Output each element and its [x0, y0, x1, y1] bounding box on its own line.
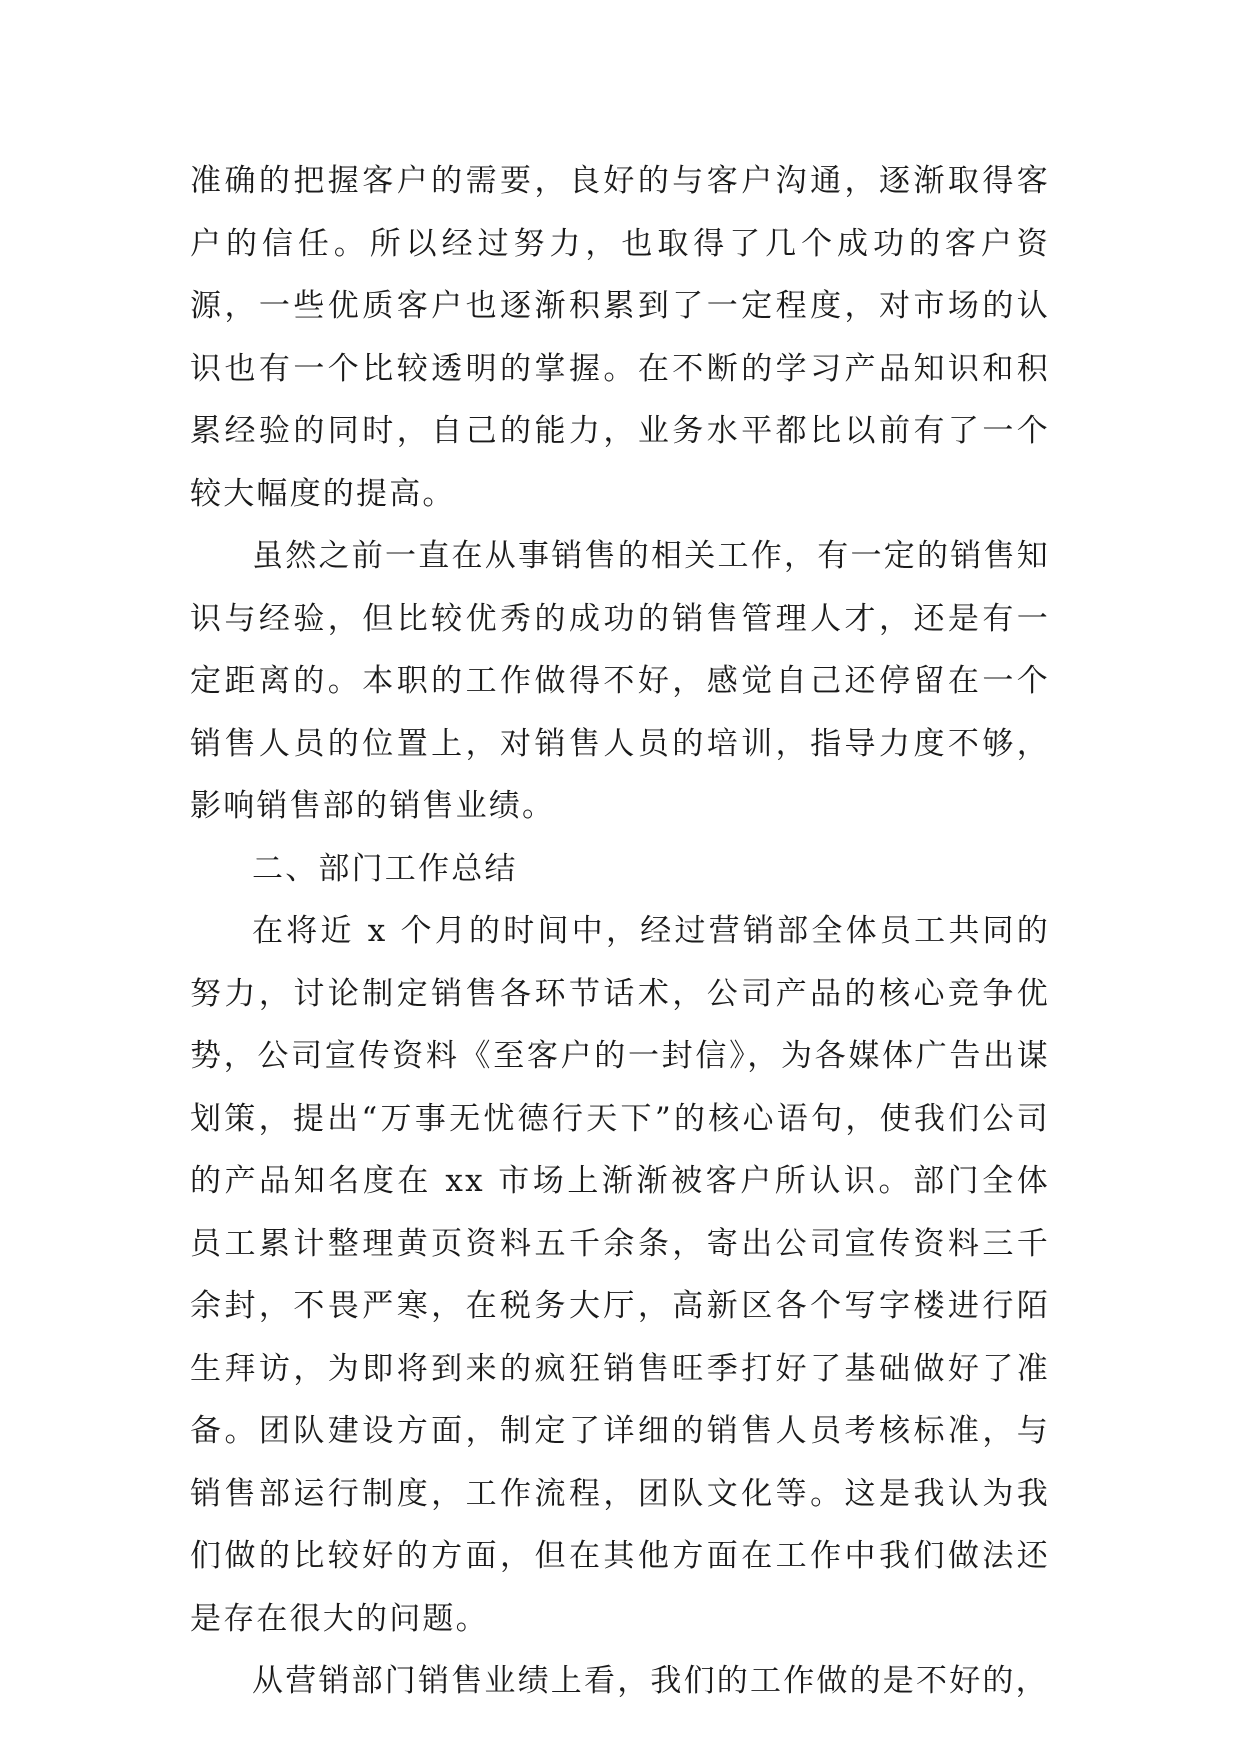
paragraph-sales-experience: 虽然之前一直在从事销售的相关工作，有一定的销售知识与经验，但比较优秀的成功的销售管理人才，还是有一定距离的。本职的工作做得不好，感觉自己还停留在一个销售人员的位置上，对销售人员的培训，指导力度不够，影响销售部的销售业绩。 — [190, 538, 1050, 824]
paragraph-department-work: 在将近 x 个月的时间中，经过营销部全体员工共同的努力，讨论制定销售各环节话术，公司产品的核心竞争优势，公司宣传资料《至客户的一封信》，为各媒体广告出谋划策，提出“万事无忧德行天下”的核心语句，使我们公司的产品知名度在 xx 市场上渐渐被客户所认识。部门全体员工累计整理黄页资料五千余条，寄出公司宣传资料三千余封，不畏严寒，在税务大厅，高新区各个写字楼进行陌生拜访，为即将到来的疯狂销售旺季打好了基础做好了准备。团队建设方面，制定了详细的销售人员考核标准，与销售部运行制度，工作流程，团队文化等。这是我认为我们做的比较好的方面，但在其他方面在工作中我们做法还是存在很大的问题。 — [190, 913, 1050, 1637]
document-body — [190, 150, 1050, 1713]
section-heading-department-summary: 二、部门工作总结 — [252, 850, 518, 887]
paragraph-customer-trust: 准确的把握客户的需要，良好的与客户沟通，逐渐取得客户的信任。所以经过努力，也取得了几个成功的客户资源，一些优质客户也逐渐积累到了一定程度，对市场的认识也有一个比较透明的掌握。在不断的学习产品知识和积累经验的同时，自己的能力，业务水平都比以前有了一个较大幅度的提高。 — [190, 163, 1050, 512]
paragraph-sales-performance: 从营销部门销售业绩上看，我们的工作做的是不好的， — [252, 1663, 1049, 1699]
